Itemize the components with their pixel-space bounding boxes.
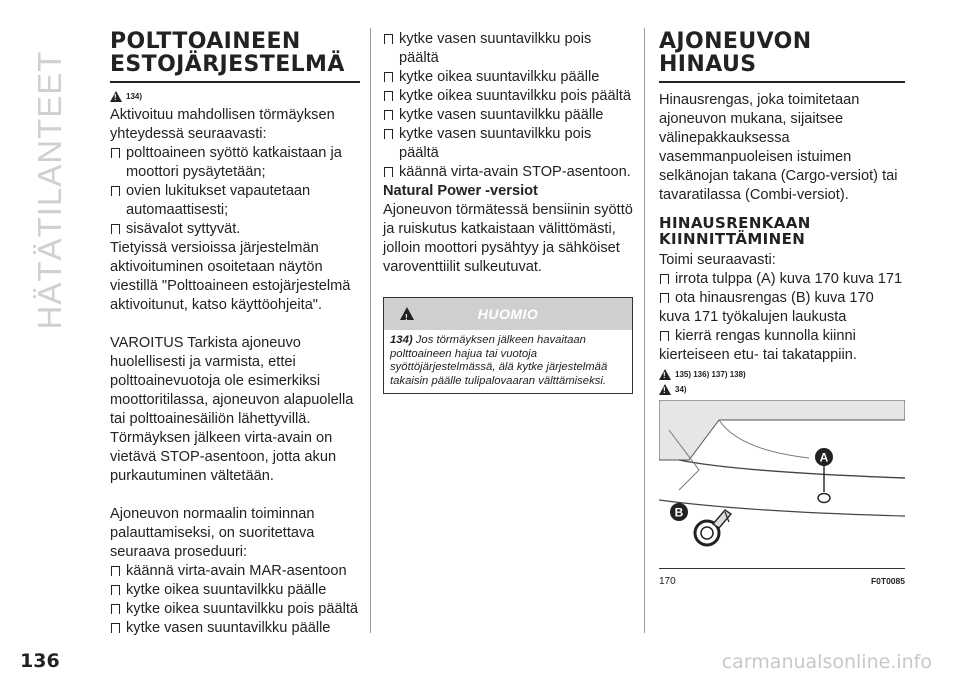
bullet-box-icon <box>111 623 120 633</box>
bullet-box-icon <box>111 224 120 234</box>
notice-box <box>383 297 633 394</box>
paragraph: Ajoneuvon normaalin toiminnan palauttamiseksi, on suoritettava seuraava proseduuri: <box>110 506 315 560</box>
column-procedure-continued <box>383 30 633 394</box>
notice-number: 134) <box>390 334 413 346</box>
column-divider-1 <box>370 28 371 633</box>
intro-text: Aktivoituu mahdollisen törmäyksen yhteydessä seuraavasti: <box>110 107 335 142</box>
caution-triangle-icon <box>659 384 671 395</box>
subheading-tow-ring: HINAUSRENKAAN KIINNITTÄMINEN <box>659 214 811 248</box>
notice-header <box>384 298 632 330</box>
figure-number: 170 <box>659 576 676 587</box>
bullet-box-icon <box>111 186 120 196</box>
section-heading-towing <box>659 30 905 76</box>
list-item: kytke vasen suuntavilkku päälle <box>110 619 360 638</box>
bullet-box-icon <box>384 167 393 177</box>
bullet-box-icon <box>111 148 120 158</box>
tow-ring-illustration <box>659 400 905 568</box>
list-item-continuation: kuva 171 työkalujen laukusta <box>659 309 847 325</box>
section-heading-fuel-cutoff <box>110 30 360 76</box>
heading-line-1: POLTTOAINEEN <box>110 29 301 54</box>
bullet-box-icon <box>384 91 393 101</box>
warning-triangle-icon <box>400 307 414 320</box>
intro-text: Toimi seuraavasti: <box>659 252 776 268</box>
figure-170 <box>659 400 905 569</box>
warning-reference <box>110 91 360 103</box>
page-number: 136 <box>20 650 60 672</box>
notice-title: HUOMIO <box>477 305 539 322</box>
caution-references: ! 34) <box>659 384 905 396</box>
label-b: B <box>674 505 684 520</box>
list-item: kytke oikea suuntavilkku päälle <box>110 581 360 600</box>
bullet-box-icon <box>660 331 669 341</box>
subheading-natural-power: Natural Power -versiot <box>383 183 538 199</box>
warning-reference-number: 134) <box>126 92 143 101</box>
warning-triangle-icon <box>659 369 671 380</box>
list-item: kytke oikea suuntavilkku pois päältä <box>110 600 360 619</box>
heading-rule <box>659 81 905 83</box>
list-item: käännä virta-avain STOP-asentoon. <box>383 163 633 182</box>
heading-rule <box>110 81 360 83</box>
label-a: A <box>819 450 829 465</box>
list-item: kytke vasen suuntavilkku päälle <box>383 106 633 125</box>
list-item: käännä virta-avain MAR-asentoon <box>110 562 360 581</box>
notice-text: Jos törmäyksen jälkeen havaitaan polttoaineen hajua tai vuotoja syöttöjärjestelmässä, älä kytke järjestelmää takaisin päälle tulipalovaaran välttämiseksi. <box>390 334 608 387</box>
list-item: kierrä rengas kunnolla kiinni <box>659 327 905 346</box>
column-fuel-cutoff <box>110 30 360 638</box>
list-item: kytke vasen suuntavilkku pois päältä <box>383 125 633 163</box>
bullet-box-icon <box>660 293 669 303</box>
list-item: kytke oikea suuntavilkku pois päältä <box>383 87 633 106</box>
warning-references: ! 135) 136) 137) 138) <box>659 369 905 381</box>
list-item: polttoaineen syöttö katkaistaan ja moottori pysäytetään; <box>110 144 360 182</box>
heading-line-2: HINAUS <box>659 52 757 77</box>
list-item: ovien lukitukset vapautetaan automaattisesti; <box>110 182 360 220</box>
heading-line-2: ESTOJÄRJESTELMÄ <box>110 52 345 77</box>
watermark-text[interactable]: carmanualsonline.info <box>721 651 932 673</box>
list-item: irrota tulppa (A) kuva 170 kuva 171 <box>659 270 905 289</box>
bullet-box-icon <box>384 72 393 82</box>
heading-line-1: AJONEUVON <box>659 29 812 54</box>
list-item: kytke vasen suuntavilkku pois päältä <box>383 30 633 68</box>
column-towing <box>659 30 905 591</box>
warning-triangle-icon <box>110 91 122 102</box>
figure-code: F0T0085 <box>870 576 905 586</box>
warning-paragraph: VAROITUS Tarkista ajoneuvo huolellisesti ja varmista, ettei polttoainevuotoja ole esimerkiksi moottoritilassa, ajoneuvon alapuolella tai polttoainesäiliön lähettyvillä. Törmäyksen jälkeen virta-avain on vietävä STOP-asentoon, jotta akun purkautuminen vältetään. <box>110 335 354 484</box>
paragraph: Ajoneuvon törmätessä bensiinin syöttö ja ruiskutus katkaistaan välittömästi, jolloin moottori pysähtyy ja sähköiset varoventtiilit sulkeutuvat. <box>383 202 633 275</box>
paragraph: Hinausrengas, joka toimitetaan ajoneuvon mukana, sijaitsee välinepakkauksessa vasemmanpuoleisen istuimen selkänojan takana (Cargo-versiot) tai tavaratilassa (Combi-versiot). <box>659 92 898 203</box>
list-item: ota hinausrengas (B) kuva 170 <box>659 289 905 308</box>
notice-body <box>384 330 632 393</box>
paragraph: Tietyissä versioissa järjestelmän aktivoituminen osoitetaan näytön viestillä "Polttoaineen estojärjestelmä aktivoitunut, katso käyttöohjeita". <box>110 240 351 313</box>
figure-caption <box>659 572 905 591</box>
bullet-box-icon <box>111 585 120 595</box>
bullet-box-icon <box>384 34 393 44</box>
section-side-tab-text: HÄTÄTILANTEET <box>31 50 68 330</box>
list-item: kytke oikea suuntavilkku päälle <box>383 68 633 87</box>
list-item: sisävalot syttyvät. <box>110 220 360 239</box>
bullet-box-icon <box>111 604 120 614</box>
bullet-box-icon <box>660 274 669 284</box>
list-item-continuation: kierteiseen etu- tai takatappiin. <box>659 347 857 363</box>
bullet-box-icon <box>384 110 393 120</box>
bullet-box-icon <box>111 566 120 576</box>
column-divider-2 <box>644 28 645 633</box>
bullet-box-icon <box>384 129 393 139</box>
